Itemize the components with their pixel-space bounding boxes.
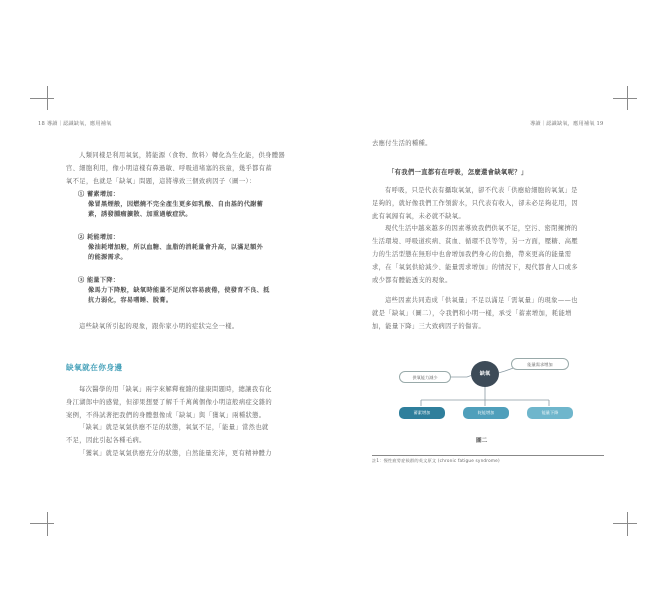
crop-mark (47, 512, 48, 536)
footnote-rule (372, 455, 604, 456)
diagram-center-node: 缺氧 (471, 361, 499, 387)
body-line: 不足，因此引起各種毛病。 (66, 437, 146, 445)
footnote: 註1：慢性疲勞症候群的英文原文 (chronic fatigue syndrome) (372, 458, 500, 463)
diagram-node-left: 供氧能力減少 (399, 371, 451, 383)
running-head-left: 18 導讀｜認識缺氧，應用補氧 (38, 121, 112, 127)
crop-mark (627, 512, 628, 536)
factor-title: ③ 能量下降： (78, 277, 120, 284)
body-line: 就是「缺氧」（圖二），令我們和小明一樣，承受「蓄素增加，耗能增 (372, 310, 572, 318)
diagram-node-bottom-3: 能量下降 (527, 407, 573, 419)
intro-line: 人類同樣是利用氧氣，將能源（食物、飲料）轉化為生化能，供身體器 (79, 152, 286, 159)
factor-body: 像馬力下降般，缺氧時能量不足所以容易疲倦，使發育不良、抵 (88, 287, 270, 294)
factor-item-1 (78, 190, 263, 220)
body-line: 足夠的，就好像我們工作領薪水，只代表有收入，卻未必足夠花用，因 (372, 199, 579, 207)
body-line: 「獲氧」就是氧氣供應充分的狀態，自然能量充沛，更有精神體力 (79, 449, 272, 457)
body-line: 求，在「氧氣供給減少、能量需求增加」的情況下，現代都會人口或多 (372, 263, 579, 271)
factor-body: 像冒黑煙般，因燃燒不完全產生更多如乳酸、自由基的代謝蓄 (88, 201, 264, 208)
factor-body: 抗力弱化，容易嗜睡、脫膏。 (88, 297, 173, 304)
crop-mark (30, 523, 54, 524)
crop-mark (613, 98, 637, 99)
crop-mark (30, 98, 54, 99)
body-line: 案例，不得試著把我們的身體想像成「缺氧」與「獲氧」兩種狀態。 (66, 411, 266, 419)
body-line: 或少都有體能透支的現象。 (372, 276, 452, 284)
right-body (372, 185, 604, 334)
intro-line: 官、細胞利用，像小明這樣有鼻過敏、呼吸道堵塞的孩童，幾乎都有蓄 (66, 164, 273, 172)
figure-caption: 圖二 (476, 438, 488, 444)
question-quote: 「有我們一直都有在呼吸，怎麼還會缺氧呢？」 (388, 169, 528, 176)
body-paragraphs (66, 384, 298, 461)
continuation-line: 去應付生活的種種。 (372, 140, 432, 147)
factor-body: 像油耗增加般，所以血糖、血脂的消耗量會升高，以滿足額外 (88, 244, 264, 251)
factor-item-2 (78, 233, 263, 263)
section-title: 缺氧就在你身邊 (66, 363, 123, 372)
body-line: 現代生活中越來越多的因素導致我們供氧不足，空污、密閉擁擠的 (385, 225, 578, 233)
running-head-right: 導讀｜認識缺氧，應用補氧 19 (530, 121, 604, 127)
body-line: 力的生活型態在無形中也會增加我們身心的負擔，帶來更高的能量需 (372, 250, 572, 258)
left-page (66, 150, 298, 188)
body-line: 「缺氧」就是氧氣供應不足的狀態，氧氣不足，「能量」當然也就 (79, 424, 269, 432)
body-line: 加，能量下降」三大致病因子的傷害。 (372, 322, 485, 330)
diagram-node-bottom-2: 耗能增加 (463, 407, 509, 419)
diagram-node-bottom-1: 蓄素增加 (399, 407, 445, 419)
factor-title: ② 耗能增加： (78, 234, 120, 241)
body-line: 生活環境、呼吸道疾病、貧血、循環不良等等，另一方面，壓糖、高壓 (372, 238, 579, 246)
crop-mark (613, 523, 637, 524)
summary-line: 這些缺氧所引起的現象，跟你家小明的症狀完全一樣。 (79, 323, 239, 330)
intro-line: 氧不足，也就是「缺氧」問題，這將導致三個致病因子（圖一）： (66, 177, 256, 185)
body-line: 有呼吸，只是代表有攝取氧氣，卻不代表「供應給細胞的氧氣」是 (385, 187, 578, 194)
body-line: 此有氧歸有氧，未必就不缺氧。 (372, 212, 466, 220)
factor-title: ① 蓄素增加： (78, 191, 120, 198)
factor-body: 的能源需求。 (88, 254, 127, 261)
factor-body: 素，誘發腫瘤擴散、加重過敏症狀。 (88, 211, 192, 218)
body-line: 身江湖郎中的感覺，但卻果想要了解千千萬萬個像小明這般病症交雜的 (66, 398, 273, 406)
body-line: 這些因素共同造成「供氧量」不足以滿足「需氧量」的現象——也 (385, 297, 578, 305)
figure-2-diagram (385, 355, 595, 430)
diagram-node-right: 能量需求增加 (511, 358, 569, 370)
factor-item-3 (78, 276, 270, 306)
body-line: 每次醫學的用「缺氧」兩字來解釋複雜的健康問題時，總讓我有化 (79, 386, 272, 393)
